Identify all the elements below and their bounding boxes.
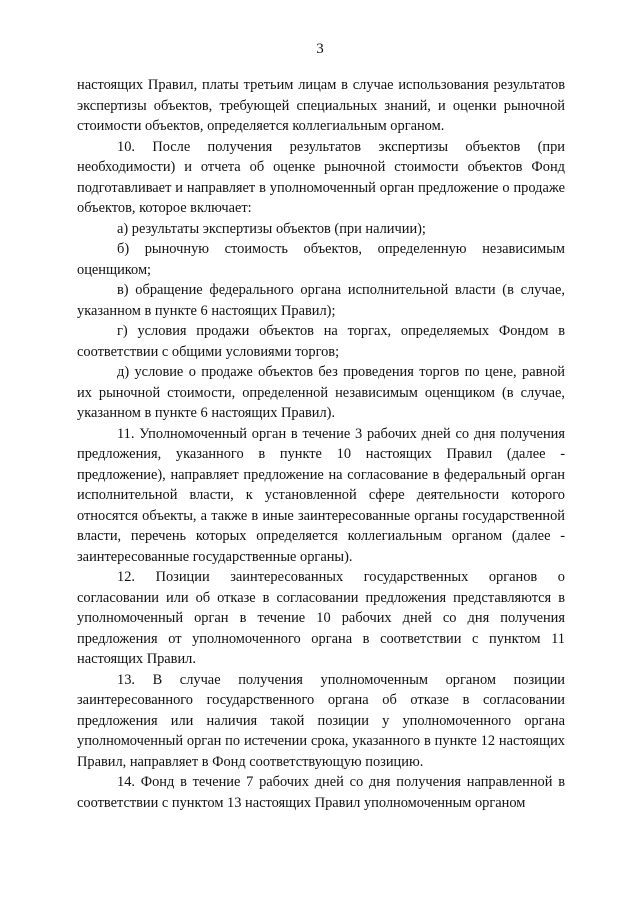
paragraph-10: 10. После получения результатов экспертизы объектов (при необходимости) и отчета об оценке рыночной стоимости объектов Фонд подготавливает и направляет в уполномоченный орган предложение о продаже объектов, которое включает:	[77, 138, 565, 216]
paragraph-11: 11. Уполномоченный орган в течение 3 рабочих дней со дня получения предложения, указанного в пункте 10 настоящих Правил (далее - предложение), направляет предложение на согласование в федеральный орган исполнительной власти, к установленной сфере деятельности которого относятся объекты, а также в иные заинтересованные органы государственной власти, перечень которых определяется коллегиальным органом (далее - заинтересованные государственные органы).	[77, 425, 565, 565]
paragraph-13: 13. В случае получения уполномоченным органом позиции заинтересованного государственного органа об отказе в согласовании предложения или наличия такой позиции у уполномоченного органа уполномоченный орган по истечении срока, указанного в пункте 12 настоящих Правил, направляет в Фонд соответствующую позицию.	[77, 671, 565, 770]
page-number: 3	[316, 41, 324, 57]
paragraph-continuation: настоящих Правил, платы третьим лицам в случае использования результатов экспертизы объектов, требующей специальных знаний, и оценки рыночной стоимости объектов, определяется коллегиальным органом.	[77, 77, 565, 134]
paragraph-10-a: а) результаты экспертизы объектов (при наличии);	[117, 220, 426, 237]
paragraph-12: 12. Позиции заинтересованных государственных органов о согласовании или об отказе в согласовании предложения представляются в уполномоченный орган в течение 10 рабочих дней со дня получения предложения от уполномоченного органа в соответствии с пунктом 11 настоящих Правил.	[77, 569, 565, 667]
paragraph-14: 14. Фонд в течение 7 рабочих дней со дня получения направленной в соответствии с пунктом 13 настоящих Правил уполномоченным органом	[77, 774, 565, 811]
paragraph-10-d: д) условие о продаже объектов без проведения торгов по цене, равной их рыночной стоимости, определенной независимым оценщиком (в случае, указанном в пункте 6 настоящих Правил).	[77, 364, 565, 421]
document-body	[77, 75, 565, 813]
paragraph-10-g: г) условия продажи объектов на торгах, определяемых Фондом в соответствии с общими условиями торгов;	[77, 323, 565, 360]
paragraph-10-b: б) рыночную стоимость объектов, определенную независимым оценщиком;	[77, 241, 565, 278]
paragraph-10-v: в) обращение федерального органа исполнительной власти (в случае, указанном в пункте 6 настоящих Правил);	[77, 282, 565, 319]
